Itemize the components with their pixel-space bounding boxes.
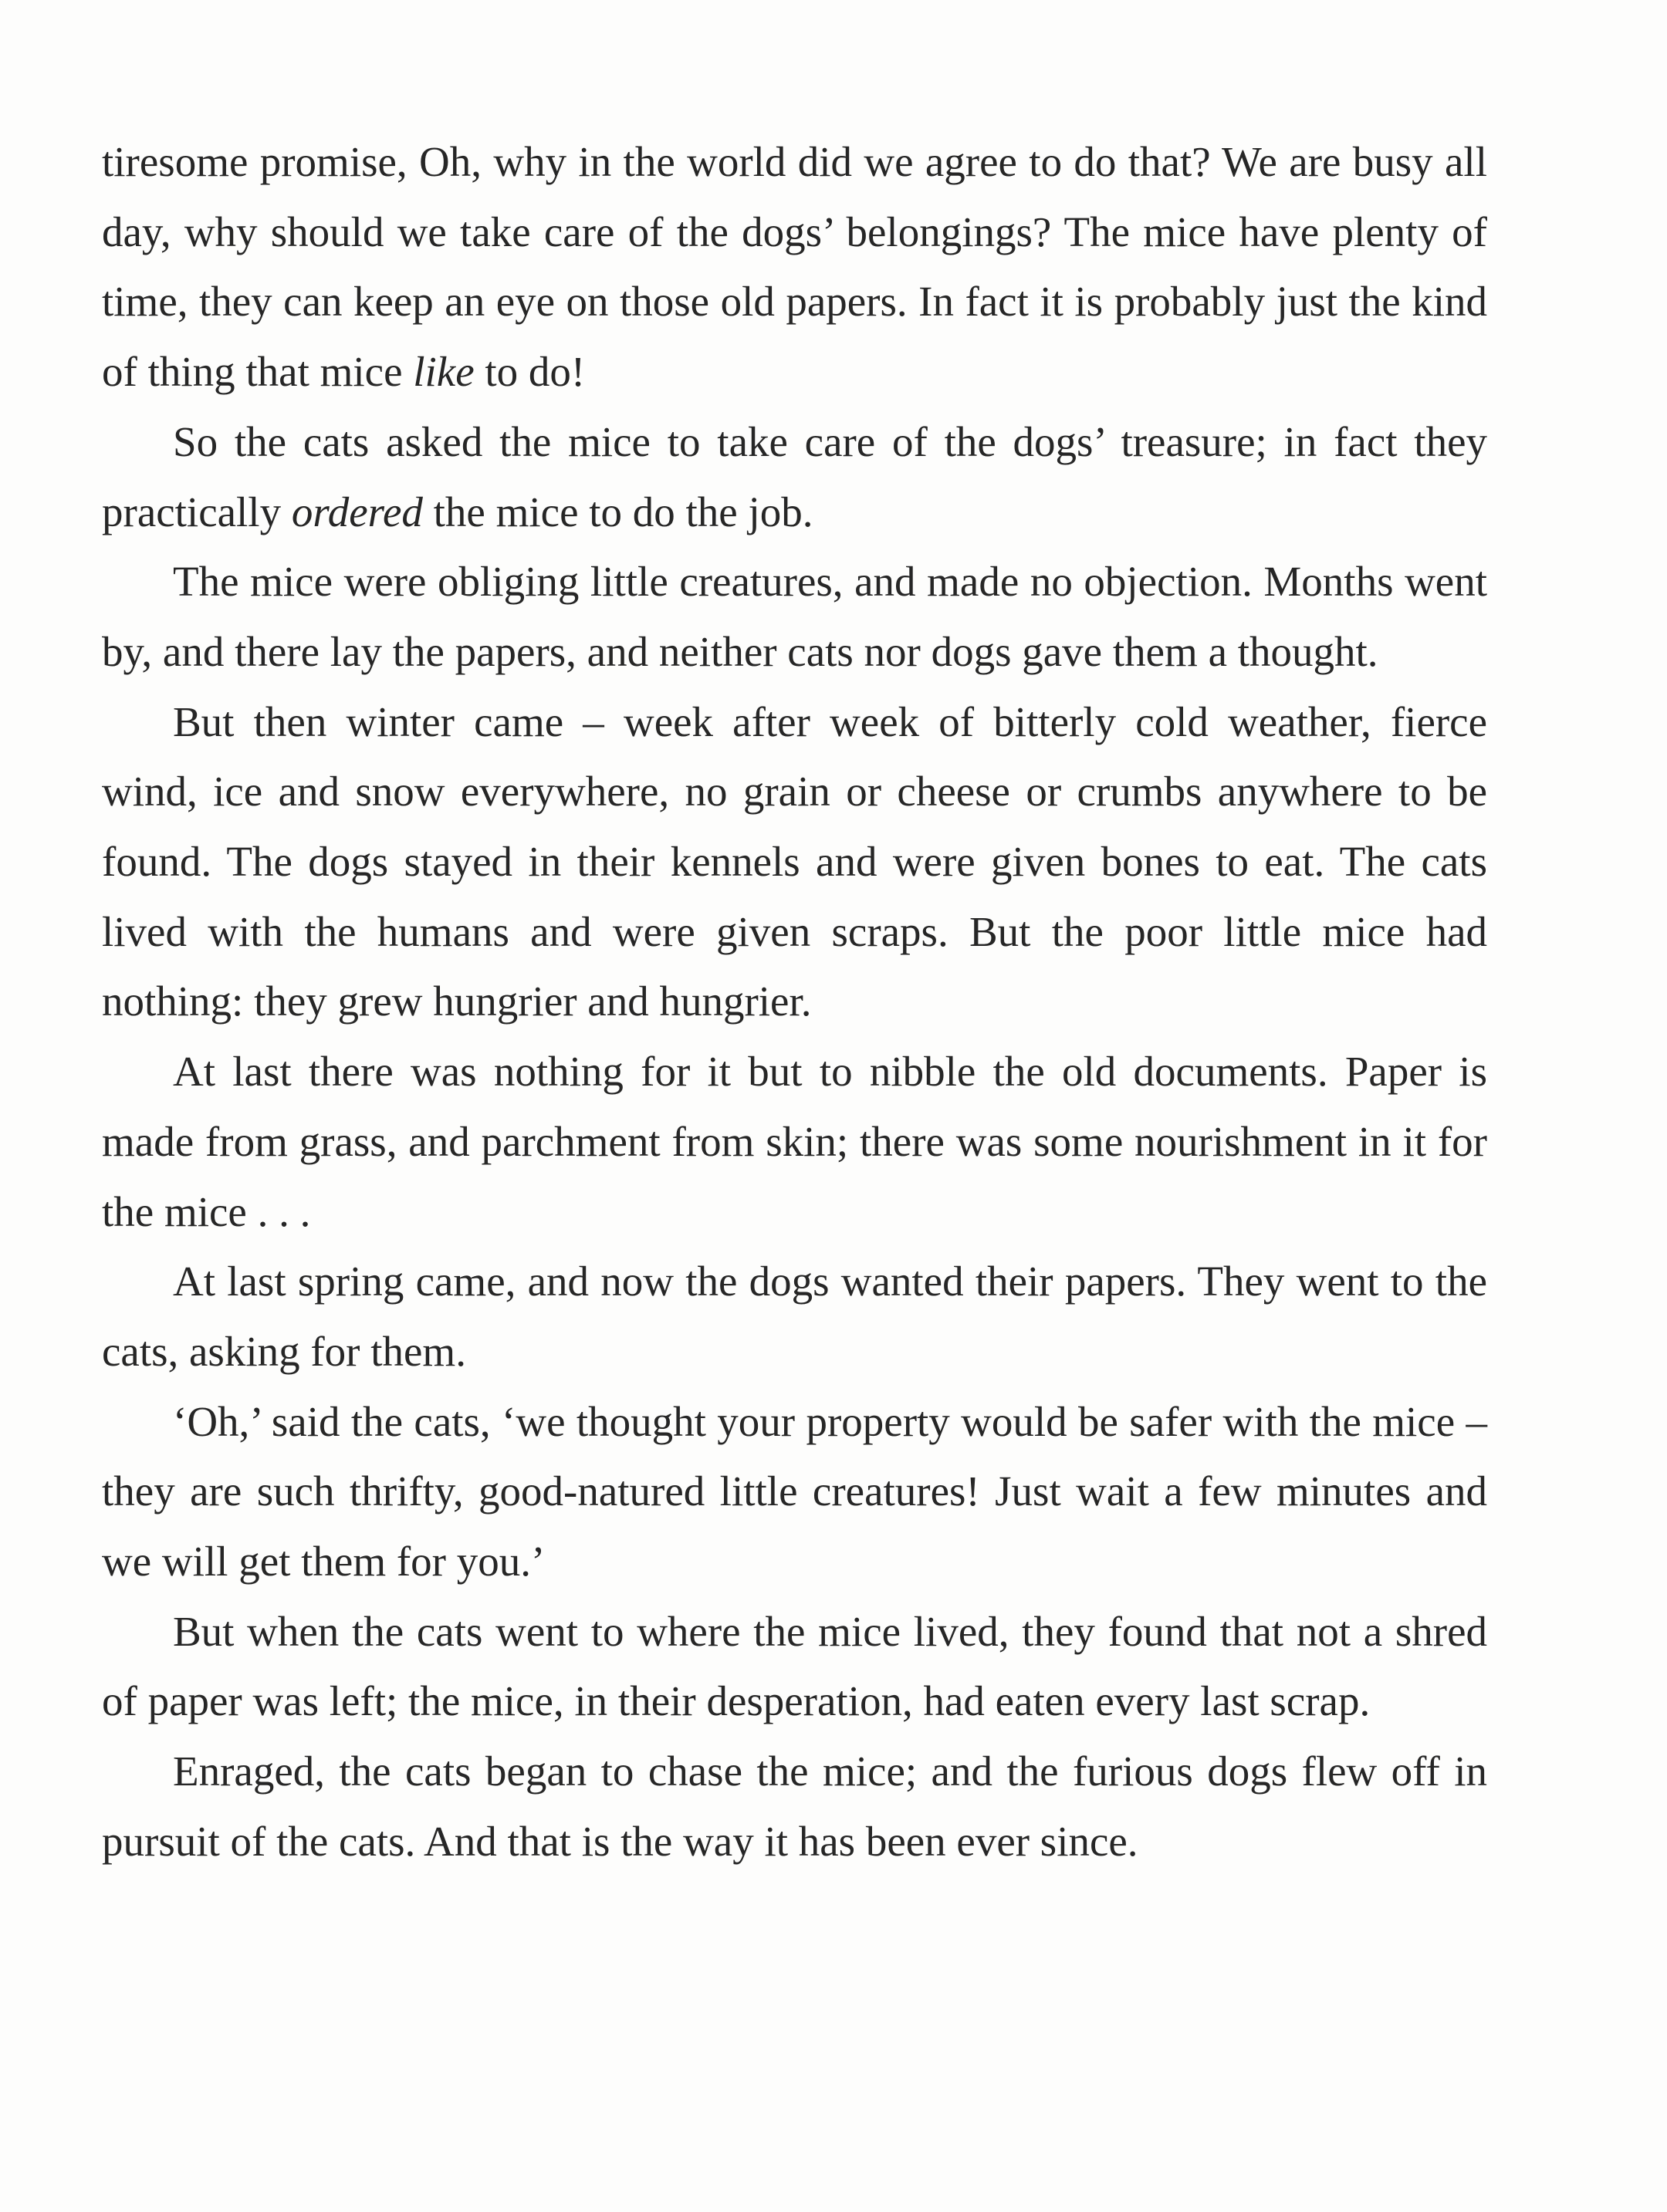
paragraph	[102, 687, 1487, 1038]
paragraph	[102, 127, 1487, 407]
paragraph	[102, 1247, 1487, 1386]
paragraph	[102, 547, 1487, 687]
paragraph	[102, 1737, 1487, 1876]
paragraph-text: Enraged, the cats began to chase the mice; and the furious dogs flew off in pursuit of the cats. And that is the way it has been ever since.	[102, 1748, 1487, 1865]
paragraph-text: But when the cats went to where the mice lived, they found that not a shred of paper was left; the mice, in their desperation, had eaten every last scrap.	[102, 1607, 1487, 1725]
body-text	[102, 127, 1487, 1877]
emphasis-text: like	[413, 348, 475, 396]
paragraph-text: But then winter came – week after week of bitterly cold weather, fierce wind, ice and snow everywhere, no grain or cheese or crumbs anywhere to be found. The dogs stayed in their kennels and were given bones to eat. The cats lived with the humans and were given scraps. But the poor little mice had nothing: they grew hungrier and hungrier.	[102, 697, 1487, 1025]
paragraph	[102, 1597, 1487, 1737]
emphasis-text: ordered	[291, 488, 423, 535]
paragraph-text: So the cats asked the mice to take care of the dogs’ treasure; in fact they practically	[102, 417, 1487, 535]
paragraph	[102, 1037, 1487, 1247]
paragraph-text: the mice to do the job.	[422, 488, 813, 535]
paragraph-text: to do!	[474, 348, 586, 396]
paragraph-text: The mice were obliging little creatures, and made no objection. Months went by, and there lay the papers, and neither cats nor dogs gave them a thought.	[102, 558, 1487, 675]
paragraph-text: At last there was nothing for it but to nibble the old documents. Paper is made from grass, and parchment from skin; there was some nourishment in it for the mice . . .	[102, 1048, 1487, 1235]
paragraph-text: At last spring came, and now the dogs wanted their papers. They went to the cats, asking for them.	[102, 1258, 1487, 1375]
paragraph-text: tiresome promise, Oh, why in the world did we agree to do that? We are busy all day, why should we take care of the dogs’ belongings? The mice have plenty of time, they can keep an eye on those old papers. In fact it is probably just the kind of thing that mice	[102, 138, 1487, 396]
paragraph	[102, 407, 1487, 547]
paragraph-text: ‘Oh,’ said the cats, ‘we thought your property would be safer with the mice – they are such thrifty, good-natured little creatures! Just wait a few minutes and we will get them for you.’	[102, 1397, 1487, 1586]
paragraph	[102, 1387, 1487, 1597]
